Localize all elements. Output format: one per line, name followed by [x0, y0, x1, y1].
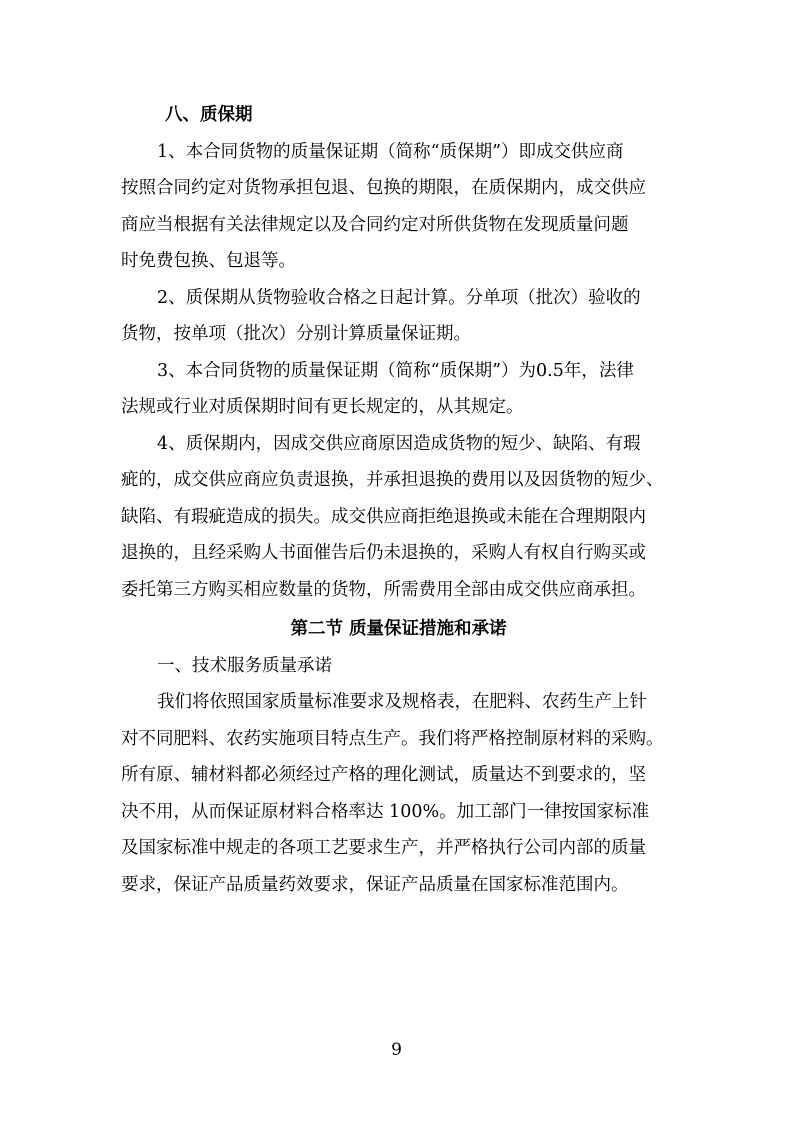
- paragraph-line: 对不同肥料、农药实施项目特点生产。我们将严格控制原材料的采购。: [121, 728, 664, 749]
- paragraph-line: 疵的，成交供应商应负责退换，并承担退换的费用以及因货物的短少、: [121, 470, 664, 490]
- paragraph-line: 货物，按单项（批次）分别计算质量保证期。: [121, 324, 471, 344]
- paragraph-line: 要求，保证产品质量药效要求，保证产品质量在国家标准范围内。: [121, 874, 629, 895]
- paragraph-line: 及国家标准中规走的各项工艺要求生产，并严格执行公司内部的质量: [121, 838, 646, 858]
- paragraph-line: 决不用，从而保证原材料合格率达 100%。加工部门一律按国家标准: [121, 801, 650, 822]
- paragraph-line: 所有原、辅材料都必须经过产格的理化测试，质量达不到要求的，坚: [121, 765, 646, 785]
- paragraph-line: 4、质保期内，因成交供应商原因造成货物的短少、缺陷、有瑕: [157, 433, 641, 454]
- paragraph-line: 时免费包换、包退等。: [121, 251, 296, 271]
- section-title: 第二节 质量保证措施和承诺: [290, 619, 507, 639]
- paragraph-line: 缺陷、有瑕疵造成的损失。成交供应商拒绝退换或未能在合理期限内: [121, 506, 646, 527]
- paragraph-line: 商应当根据有关法律规定以及合同约定对所供货物在发现质量问题: [121, 214, 629, 235]
- paragraph-line: 委托第三方购买相应数量的货物，所需费用全部由成交供应商承担。: [121, 579, 646, 600]
- paragraph-line: 退换的，且经采购人书面催告后仍未退换的，采购人有权自行购买或: [121, 543, 646, 563]
- heading-warranty-period: 八、质保期: [165, 105, 253, 125]
- paragraph-line: 法规或行业对质保期时间有更长规定的，从其规定。: [121, 397, 524, 417]
- page-number: 9: [391, 1040, 402, 1060]
- paragraph-line: 1、本合同货物的质量保证期（简称“质保期”）即成交供应商: [157, 141, 624, 162]
- paragraph-line: 2、质保期从货物验收合格之日起计算。分单项（批次）验收的: [157, 287, 641, 308]
- subheading-quality-commitment: 一、技术服务质量承诺: [157, 655, 332, 676]
- paragraph-line: 我们将依照国家质量标准要求及规格表，在肥料、农药生产上针: [157, 692, 647, 712]
- page-body: [121, 97, 676, 903]
- paragraph-line: 3、本合同货物的质量保证期（简称“质保期”）为0.5年，法律: [157, 360, 634, 381]
- paragraph-line: 按照合同约定对货物承担包退、包换的期限，在质保期内，成交供应: [121, 178, 646, 198]
